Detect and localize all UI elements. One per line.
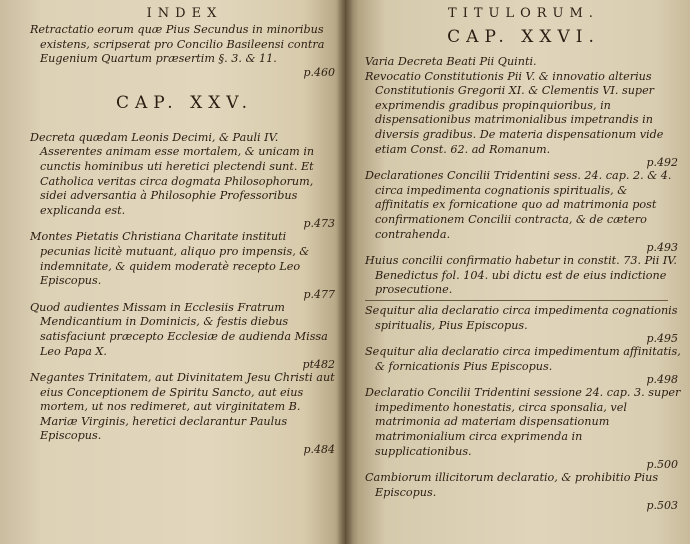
left-running-head: INDEX [146, 6, 223, 21]
right-entry [365, 471, 682, 512]
right-entry-page: p.500 [646, 458, 678, 472]
right-entry-page: p.492 [646, 156, 678, 170]
right-entry-text: Revocatio Constitutionis Pii V. & innovatio alterius Constitutionis Gregorii XI. & Clementis VI. super exprimendis gradibus propinquioribus, in dispensationibus matrimonialibus impetrandis in diversis gradibus. De materia dispensationum vide etiam Const. 62. ad Romanum. [365, 69, 664, 156]
right-entry-text: Declarationes Concilii Tridentini sess. 24. cap. 2. & 4. circa impedimenta cognationis spiritualis, & affinitatis ex fornicatione quo ad matrimonia post confirmationem Concilii contracta, & de cætero contrahenda. [365, 169, 672, 241]
left-entry-page: p.484 [303, 443, 335, 457]
right-entry-text: Sequitur alia declaratio circa impedimentum affinitatis, & fornicationis Pius Episcopus. [365, 345, 681, 373]
right-running-head: TITULORUM. [448, 6, 599, 21]
left-entry [30, 131, 339, 231]
top-entry-text: Retractatio eorum quæ Pius Secundus in minoribus existens, scripserat pro Concilio Basileensi contra Eugenium Quartum præsertim §. 3. & 11. [30, 23, 325, 66]
right-entry-page: p.503 [646, 499, 678, 513]
left-entry-text: Montes Pietatis Christiana Charitate instituti pecunias licitè mutuant, aliquo pro impensis, & indemnitate, & quidem moderatè recepto Leo Episcopus. [30, 230, 310, 288]
right-entry [365, 254, 682, 298]
right-entry-page: p.493 [646, 241, 678, 255]
left-entry-page: p.473 [303, 217, 335, 231]
book-gutter [337, 0, 353, 544]
right-page [345, 0, 690, 544]
left-entry-page: pt482 [302, 358, 335, 372]
right-entry [365, 55, 682, 70]
right-entry-text: Sequitur alia declaratio circa impedimenta cognationis spiritualis, Pius Episcopus. [365, 303, 678, 332]
right-entry-page: p.498 [646, 373, 678, 387]
right-entry [365, 304, 682, 345]
right-entry-text: Huius concilii confirmatio habetur in constit. 73. Pii IV. Benedictus fol. 104. ubi dictu est de eius indictione prosecutione. [365, 254, 677, 297]
right-entry-text: Varia Decreta Beati Pii Quinti. [365, 55, 537, 68]
left-entry-text: Quod audientes Missam in Ecclesiis Fratrum Mendicantium in Dominicis, & festis diebus satisfaciunt præcepto Ecclesiæ de audienda Missa Leo Papa X. [30, 300, 328, 358]
left-entry [30, 230, 339, 300]
right-entry-text: Declaratio Concilii Tridentini sessione 24. cap. 3. super impedimento honestatis, circa sponsalia, vel matrimonia ad materiam dispensationum matrimonialium circa exprimenda in supplicationibus. [365, 386, 681, 458]
left-entry-text: Negantes Trinitatem, aut Divinitatem Jesu Christi aut eius Conceptionem de Spiritu Sancto, aut eius mortem, ut nos redimeret, aut virginitatem B. Mariæ Virginis, heretici declarantur Paulus Episcopus. [30, 371, 335, 443]
left-chapter-heading: CAP. XXV. [116, 92, 253, 113]
right-entry [365, 386, 682, 471]
top-entry [30, 23, 339, 79]
left-entry-page: p.477 [303, 287, 335, 301]
right-entry-page: p.495 [646, 332, 678, 346]
top-entry-page: p.460 [303, 65, 335, 79]
entry-divider [365, 300, 668, 301]
left-entry [30, 301, 339, 371]
left-entry-text: Decreta quædam Leonis Decimi, & Pauli IV. Asserentes animam esse mortalem, & unicam in cunctis hominibus uti heretici plectendi sunt. Et Catholica veritas circa dogmata Philosophorum, sidei adversantia à Philosophie Professoribus explicanda est. [30, 130, 315, 217]
left-entry [30, 371, 339, 456]
right-entry-text: Cambiorum illicitorum declaratio, & prohibitio Pius Episcopus. [365, 471, 659, 499]
right-entry [365, 345, 682, 386]
right-entry [365, 70, 682, 170]
right-entry [365, 169, 682, 254]
right-chapter-heading: CAP. XXVI. [447, 27, 600, 47]
